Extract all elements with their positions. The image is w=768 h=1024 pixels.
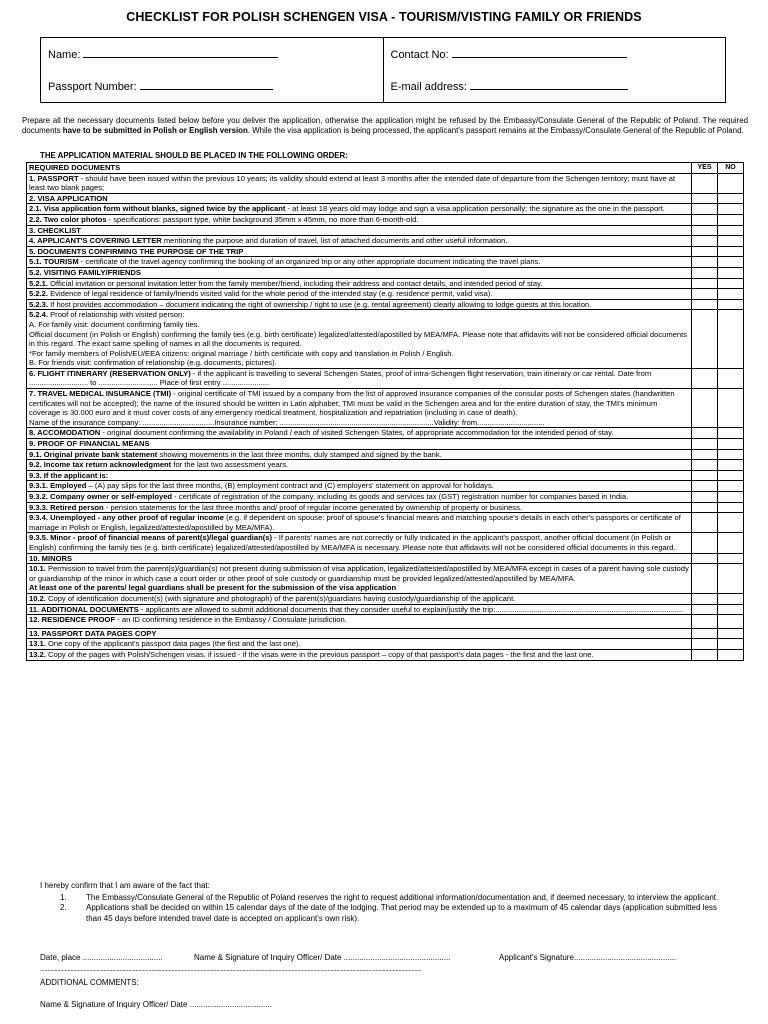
applicant-details-box: [40, 37, 726, 103]
no-checkbox[interactable]: [718, 236, 744, 247]
no-checkbox[interactable]: [718, 481, 744, 492]
yes-checkbox[interactable]: [692, 502, 718, 513]
item-medical-insurance: 7. TRAVEL MEDICAL INSURANCE (TMI) - original certificate of TMI issued by a company from the list of approved insurance companies of the consular posts of Schengen states (handwritten certificates will not be accepted); the name of the insured should be written in Latin alphabet; TMI must be valid in the Schengen area and for the entire duration of stay, the TMI's minimum coverage is 30.000 euro and it must cover costs of any emergency medical treatment, hospitalization and repatriation (including in case of death). Name of the insurance company: ..................................Insurance number: .........................................................................Validity: from................................: [27, 389, 692, 428]
table-row: [27, 289, 744, 300]
table-row: [27, 593, 744, 604]
yes-checkbox[interactable]: [692, 278, 718, 289]
item-parent-id-copy: 10.2. Copy of identification document(s) (with signature and photograph) of the parent(s)/guardians having custody/guardianship of the applicant.: [27, 593, 692, 604]
yes-checkbox[interactable]: [692, 389, 718, 428]
required-documents-table: [26, 162, 744, 661]
additional-comments-label: ADDITIONAL COMMENTS:: [40, 978, 139, 987]
table-row: [27, 502, 744, 513]
yes-checkbox[interactable]: [692, 257, 718, 268]
table-row: [27, 204, 744, 215]
applicant-details-right: [383, 38, 726, 102]
table-row: [27, 470, 744, 481]
no-checkbox[interactable]: [718, 449, 744, 460]
table-row: [27, 214, 744, 225]
table-row: [27, 533, 744, 553]
table-header-row: [27, 163, 744, 174]
yes-checkbox[interactable]: [692, 481, 718, 492]
no-checkbox[interactable]: [718, 639, 744, 650]
yes-checkbox[interactable]: [692, 649, 718, 660]
section-visiting-family: 5.2. VISITING FAMILY/FRIENDS: [27, 267, 692, 278]
item-invitation: 5.2.1. Official invitation or personal invitation letter from the family member/friend, including their address and contact details, and intended period of stay.: [27, 278, 692, 289]
table-row: [27, 193, 744, 204]
yes-checkbox[interactable]: [692, 449, 718, 460]
email-label: E-mail address:: [390, 80, 467, 93]
table-row: [27, 310, 744, 369]
table-row: [27, 460, 744, 471]
table-row: [27, 236, 744, 247]
table-row: [27, 428, 744, 439]
section-trip-purpose: 5. DOCUMENTS CONFIRMING THE PURPOSE OF THE TRIP: [27, 246, 692, 257]
table-row: [27, 639, 744, 650]
item-data-pages-copy: 13.1. One copy of the applicant's passport data pages (the first and the last one).: [27, 639, 692, 650]
section-minors: 10. MINORS: [27, 553, 692, 564]
no-checkbox[interactable]: [718, 428, 744, 439]
no-checkbox[interactable]: [718, 470, 744, 481]
item-legal-residence: 5.2.2. Evidence of legal residence of family/friends visited valid for the whole period of the intended stay (e.g. residence permit, valid visa).: [27, 289, 692, 300]
item-residence-proof: 12. RESIDENCE PROOF - an ID confirming residence in the Embassy / Consulate jurisdiction.: [27, 615, 692, 629]
no-checkbox[interactable]: [718, 193, 744, 204]
intro-text-2: . While the visa application is being processed, the applicant's passport remains at the Embassy/Consulate General of the Republic of Poland.: [247, 126, 744, 136]
table-row: [27, 604, 744, 615]
yes-checkbox[interactable]: [692, 214, 718, 225]
no-checkbox[interactable]: [718, 267, 744, 278]
yes-checkbox[interactable]: [692, 604, 718, 615]
table-row: [27, 564, 744, 594]
no-checkbox[interactable]: [718, 289, 744, 300]
passport-number-label: Passport Number:: [48, 80, 137, 93]
table-row: [27, 481, 744, 492]
separator-dots: ........................................................................................................................................................................................................................................................................: [40, 966, 422, 973]
no-checkbox[interactable]: [718, 502, 744, 513]
yes-checkbox[interactable]: [692, 439, 718, 450]
table-row: [27, 173, 744, 193]
item-minor-financial: 9.3.5. Minor - proof of financial means of parent(s)/legal guardian(s) - If parents' names are not correctly or fully indicated in the applicant's passport, another official document (in Polish or English) confirming the family ties (e.g. birth certificate) legalized/attested/apostilled by MEA/MFA is necessary. Please note that affidavits will not be considered official documents in this regard.: [27, 533, 692, 553]
no-checkbox[interactable]: [718, 257, 744, 268]
section-financial-means: 9. PROOF OF FINANCIAL MEANS: [27, 439, 692, 450]
item-photos: 2.2. Two color photos - specifications: passport type, white background 35mm x 45mm, no more than 6-month-old.: [27, 214, 692, 225]
table-row: [27, 368, 744, 388]
section-passport-pages: 13. PASSPORT DATA PAGES COPY: [27, 628, 692, 639]
item-flight-itinerary: 6. FLIGHT ITINERARY (RESERVATION ONLY) - if the applicant is travelling to several Schengen States, proof of intra-Schengen flight reservation, train itinerary or car rental. Date from ............................ to ............................ Place of first entry ......................: [27, 368, 692, 388]
confirmation-item-1: The Embassy/Consulate General of the Republic of Poland reserves the right to request additional information/documentation and, if deemed necessary, to interview the applicant.: [86, 893, 719, 902]
table-row: [27, 389, 744, 428]
no-checkbox[interactable]: [718, 214, 744, 225]
no-checkbox[interactable]: [718, 564, 744, 594]
no-checkbox[interactable]: [718, 225, 744, 236]
item-travel-permission: 10.1. Permission to travel from the parent(s)/guardian(s) not present during submission of visa application, legalized/attested/apostilled by MEA/MFA except in cases of a parent having sole custody or guardianship of the minor in which case a court order or other proof of sole custody or guardianship must be provided legalized/attested/apostilled by MEA/MFA. At least one of the parents/ legal guardians shall be present for the submission of the visa application: [27, 564, 692, 594]
no-checkbox[interactable]: [718, 604, 744, 615]
table-row: [27, 299, 744, 310]
yes-checkbox[interactable]: [692, 553, 718, 564]
table-row: [27, 628, 744, 639]
no-column-header: NO: [718, 163, 744, 174]
list-item: [60, 903, 728, 924]
item-self-employed: 9.3.2. Company owner or self-employed - certificate of registration of the company, including its goods and services tax (GST) registration number for companies based in India.: [27, 492, 692, 503]
item-additional-documents: 11. ADDITIONAL DOCUMENTS - applicants are allowed to submit additional documents that they consider useful to explain/justify the trip:.........................................................................................: [27, 604, 692, 615]
item-covering-letter: 4. APPLICANT'S COVERING LETTER mentioning the purpose and duration of travel, list of attached documents and other useful information.: [27, 236, 692, 247]
confirmation-list: [60, 893, 728, 924]
yes-checkbox[interactable]: [692, 204, 718, 215]
table-row: [27, 615, 744, 629]
confirmation-intro: I hereby confirm that I am aware of the fact that:: [40, 881, 210, 890]
table-row: [27, 278, 744, 289]
item-relationship-proof: 5.2.4. Proof of relationship with visited person: A. For family visit: document confirming family ties. Official document (in Polish or English) confirming the family ties (e.g. birth certificate) legalized/attested/apostilled by MEA/MFA. Please note that affidavits will not be considered official documents in this regard. The exact same spelling of names in all the documents is required. *For family members of Polish/EU/EEA citizens: original marriage / birth certificate with copy and translation in Polish / English. B. For friends visit: confirmation of relationship (e.g. documents, pictures).: [27, 310, 692, 369]
table-row: [27, 267, 744, 278]
section-applicant-is: 9.3. If the applicant is:: [27, 470, 692, 481]
no-checkbox[interactable]: [718, 246, 744, 257]
no-checkbox[interactable]: [718, 310, 744, 369]
yes-checkbox[interactable]: [692, 513, 718, 533]
no-checkbox[interactable]: [718, 173, 744, 193]
table-row: [27, 225, 744, 236]
item-bank-statement: 9.1. Original private bank statement showing movements in the last three months, duly stamped and signed by the bank.: [27, 449, 692, 460]
applicant-signature-field[interactable]: Applicant's Signature..............................................: [499, 953, 677, 962]
inquiry-officer-signature-field-2[interactable]: Name & Signature of Inquiry Officer/ Date .....................................: [40, 1000, 272, 1009]
signature-row: [40, 953, 730, 962]
table-row: [27, 257, 744, 268]
list-item: [60, 893, 728, 903]
page-title: CHECKLIST FOR POLISH SCHENGEN VISA - TOURISM/VISTING FAMILY OR FRIENDS: [126, 10, 642, 24]
item-tourism: 5.1. TOURISM - certificate of the travel agency confirming the booking of an organized trip or any other appropriate document indicating the travel plans.: [27, 257, 692, 268]
item-retired: 9.3.3. Retired person - pension statements for the last three months and/ proof of regular income generated by ownership of property or business.: [27, 502, 692, 513]
item-host-accommodation: 5.2.3. If host provides accommodation – document indicating the right of ownership / right to use (e.g. rental agreement) clearly allowing to lodge guests at this location.: [27, 299, 692, 310]
intro-paragraph: [22, 116, 748, 137]
yes-checkbox[interactable]: [692, 470, 718, 481]
table-row: [27, 246, 744, 257]
order-heading: THE APPLICATION MATERIAL SHOULD BE PLACED IN THE FOLLOWING ORDER:: [40, 151, 348, 160]
name-field[interactable]: [83, 48, 278, 58]
no-checkbox[interactable]: [718, 439, 744, 450]
table-row: [27, 492, 744, 503]
no-checkbox[interactable]: [718, 492, 744, 503]
yes-checkbox[interactable]: [692, 310, 718, 369]
no-checkbox[interactable]: [718, 593, 744, 604]
contact-number-label: Contact No:: [390, 48, 449, 61]
yes-checkbox[interactable]: [692, 533, 718, 553]
date-place-field[interactable]: Date, place ....................................: [40, 953, 163, 962]
no-checkbox[interactable]: [718, 513, 744, 533]
item-accommodation: 8. ACCOMODATION - original document confirming the availability in Poland / each of visited Schengen States, of appropriate accommodation for the intended period of stay.: [27, 428, 692, 439]
yes-checkbox[interactable]: [692, 236, 718, 247]
no-checkbox[interactable]: [718, 615, 744, 629]
yes-checkbox[interactable]: [692, 564, 718, 594]
item-passport: 1. PASSPORT - should have been issued within the previous 10 years; its validity should extend at least 3 months after the intended date of departure from the Schengen territory; must have at least two blank pages;: [27, 173, 692, 193]
no-checkbox[interactable]: [718, 278, 744, 289]
item-visa-pages-copy: 13.2. Copy of the pages with Polish/Schengen visas, if issued - if the visas were in the previous passport – copy of that passport's data pages - the first and the last one.: [27, 649, 692, 660]
yes-checkbox[interactable]: [692, 289, 718, 300]
yes-checkbox[interactable]: [692, 267, 718, 278]
yes-checkbox[interactable]: [692, 628, 718, 639]
table-row: [27, 513, 744, 533]
yes-checkbox[interactable]: [692, 428, 718, 439]
no-checkbox[interactable]: [718, 460, 744, 471]
section-visa-application: 2. VISA APPLICATION: [27, 193, 692, 204]
email-field[interactable]: [470, 80, 628, 90]
table-row: [27, 649, 744, 660]
no-checkbox[interactable]: [718, 533, 744, 553]
yes-checkbox[interactable]: [692, 299, 718, 310]
no-checkbox[interactable]: [718, 204, 744, 215]
yes-checkbox[interactable]: [692, 193, 718, 204]
table-row: [27, 449, 744, 460]
inquiry-officer-signature-field[interactable]: Name & Signature of Inquiry Officer/ Date ................................................: [194, 953, 451, 962]
yes-checkbox[interactable]: [692, 173, 718, 193]
no-checkbox[interactable]: [718, 368, 744, 388]
list-number: 1.: [60, 893, 67, 902]
no-checkbox[interactable]: [718, 299, 744, 310]
contact-number-field[interactable]: [452, 48, 627, 58]
yes-checkbox[interactable]: [692, 492, 718, 503]
no-checkbox[interactable]: [718, 649, 744, 660]
yes-checkbox[interactable]: [692, 225, 718, 236]
item-unemployed: 9.3.4. Unemployed - any other proof of regular income (e.g. if dependent on spouse: proof of spouse's financial means and matching spouse's details in each other's passports or certificate of marriage in Polish or English, legalized/attested/apostilled by MEA/MFA).: [27, 513, 692, 533]
confirmation-item-2: Applications shall be decided on within 15 calendar days of the date of the lodging. That period may be extended up to a maximum of 45 calendar days (application submitted less than 45 days before intended travel date is accepted on applicant's own risk).: [86, 903, 717, 923]
yes-column-header: YES: [692, 163, 718, 174]
item-visa-form: 2.1. Visa application form without blanks, signed twice by the applicant - at least 18 years old may lodge and sign a visa application personally; the signature as the one in the passport.: [27, 204, 692, 215]
intro-bold-text: have to be submitted in Polish or English version: [62, 126, 248, 136]
intro-text-1: Prepare all the necessary documents listed below before you deliver the application, otherwise the application might be refused by the Embassy/Consulate General of the Republic of Poland. The required documents: [22, 116, 748, 136]
no-checkbox[interactable]: [718, 553, 744, 564]
yes-checkbox[interactable]: [692, 246, 718, 257]
passport-number-field[interactable]: [140, 80, 273, 90]
item-employed: 9.3.1. Employed – (A) pay slips for the last three months, (B) employment contract and (C) employers' statement on approval for holidays.: [27, 481, 692, 492]
no-checkbox[interactable]: [718, 389, 744, 428]
no-checkbox[interactable]: [718, 628, 744, 639]
required-documents-header: REQUIRED DOCUMENTS: [27, 163, 692, 174]
section-checklist: 3. CHECKLIST: [27, 225, 692, 236]
table-row: [27, 439, 744, 450]
list-number: 2.: [60, 903, 67, 913]
yes-checkbox[interactable]: [692, 639, 718, 650]
item-income-tax: 9.2. Income tax return acknowledgment for the last two assessment years.: [27, 460, 692, 471]
yes-checkbox[interactable]: [692, 593, 718, 604]
yes-checkbox[interactable]: [692, 615, 718, 629]
table-row: [27, 553, 744, 564]
yes-checkbox[interactable]: [692, 460, 718, 471]
name-label: Name:: [48, 48, 81, 61]
applicant-details-left: [41, 38, 383, 102]
yes-checkbox[interactable]: [692, 368, 718, 388]
